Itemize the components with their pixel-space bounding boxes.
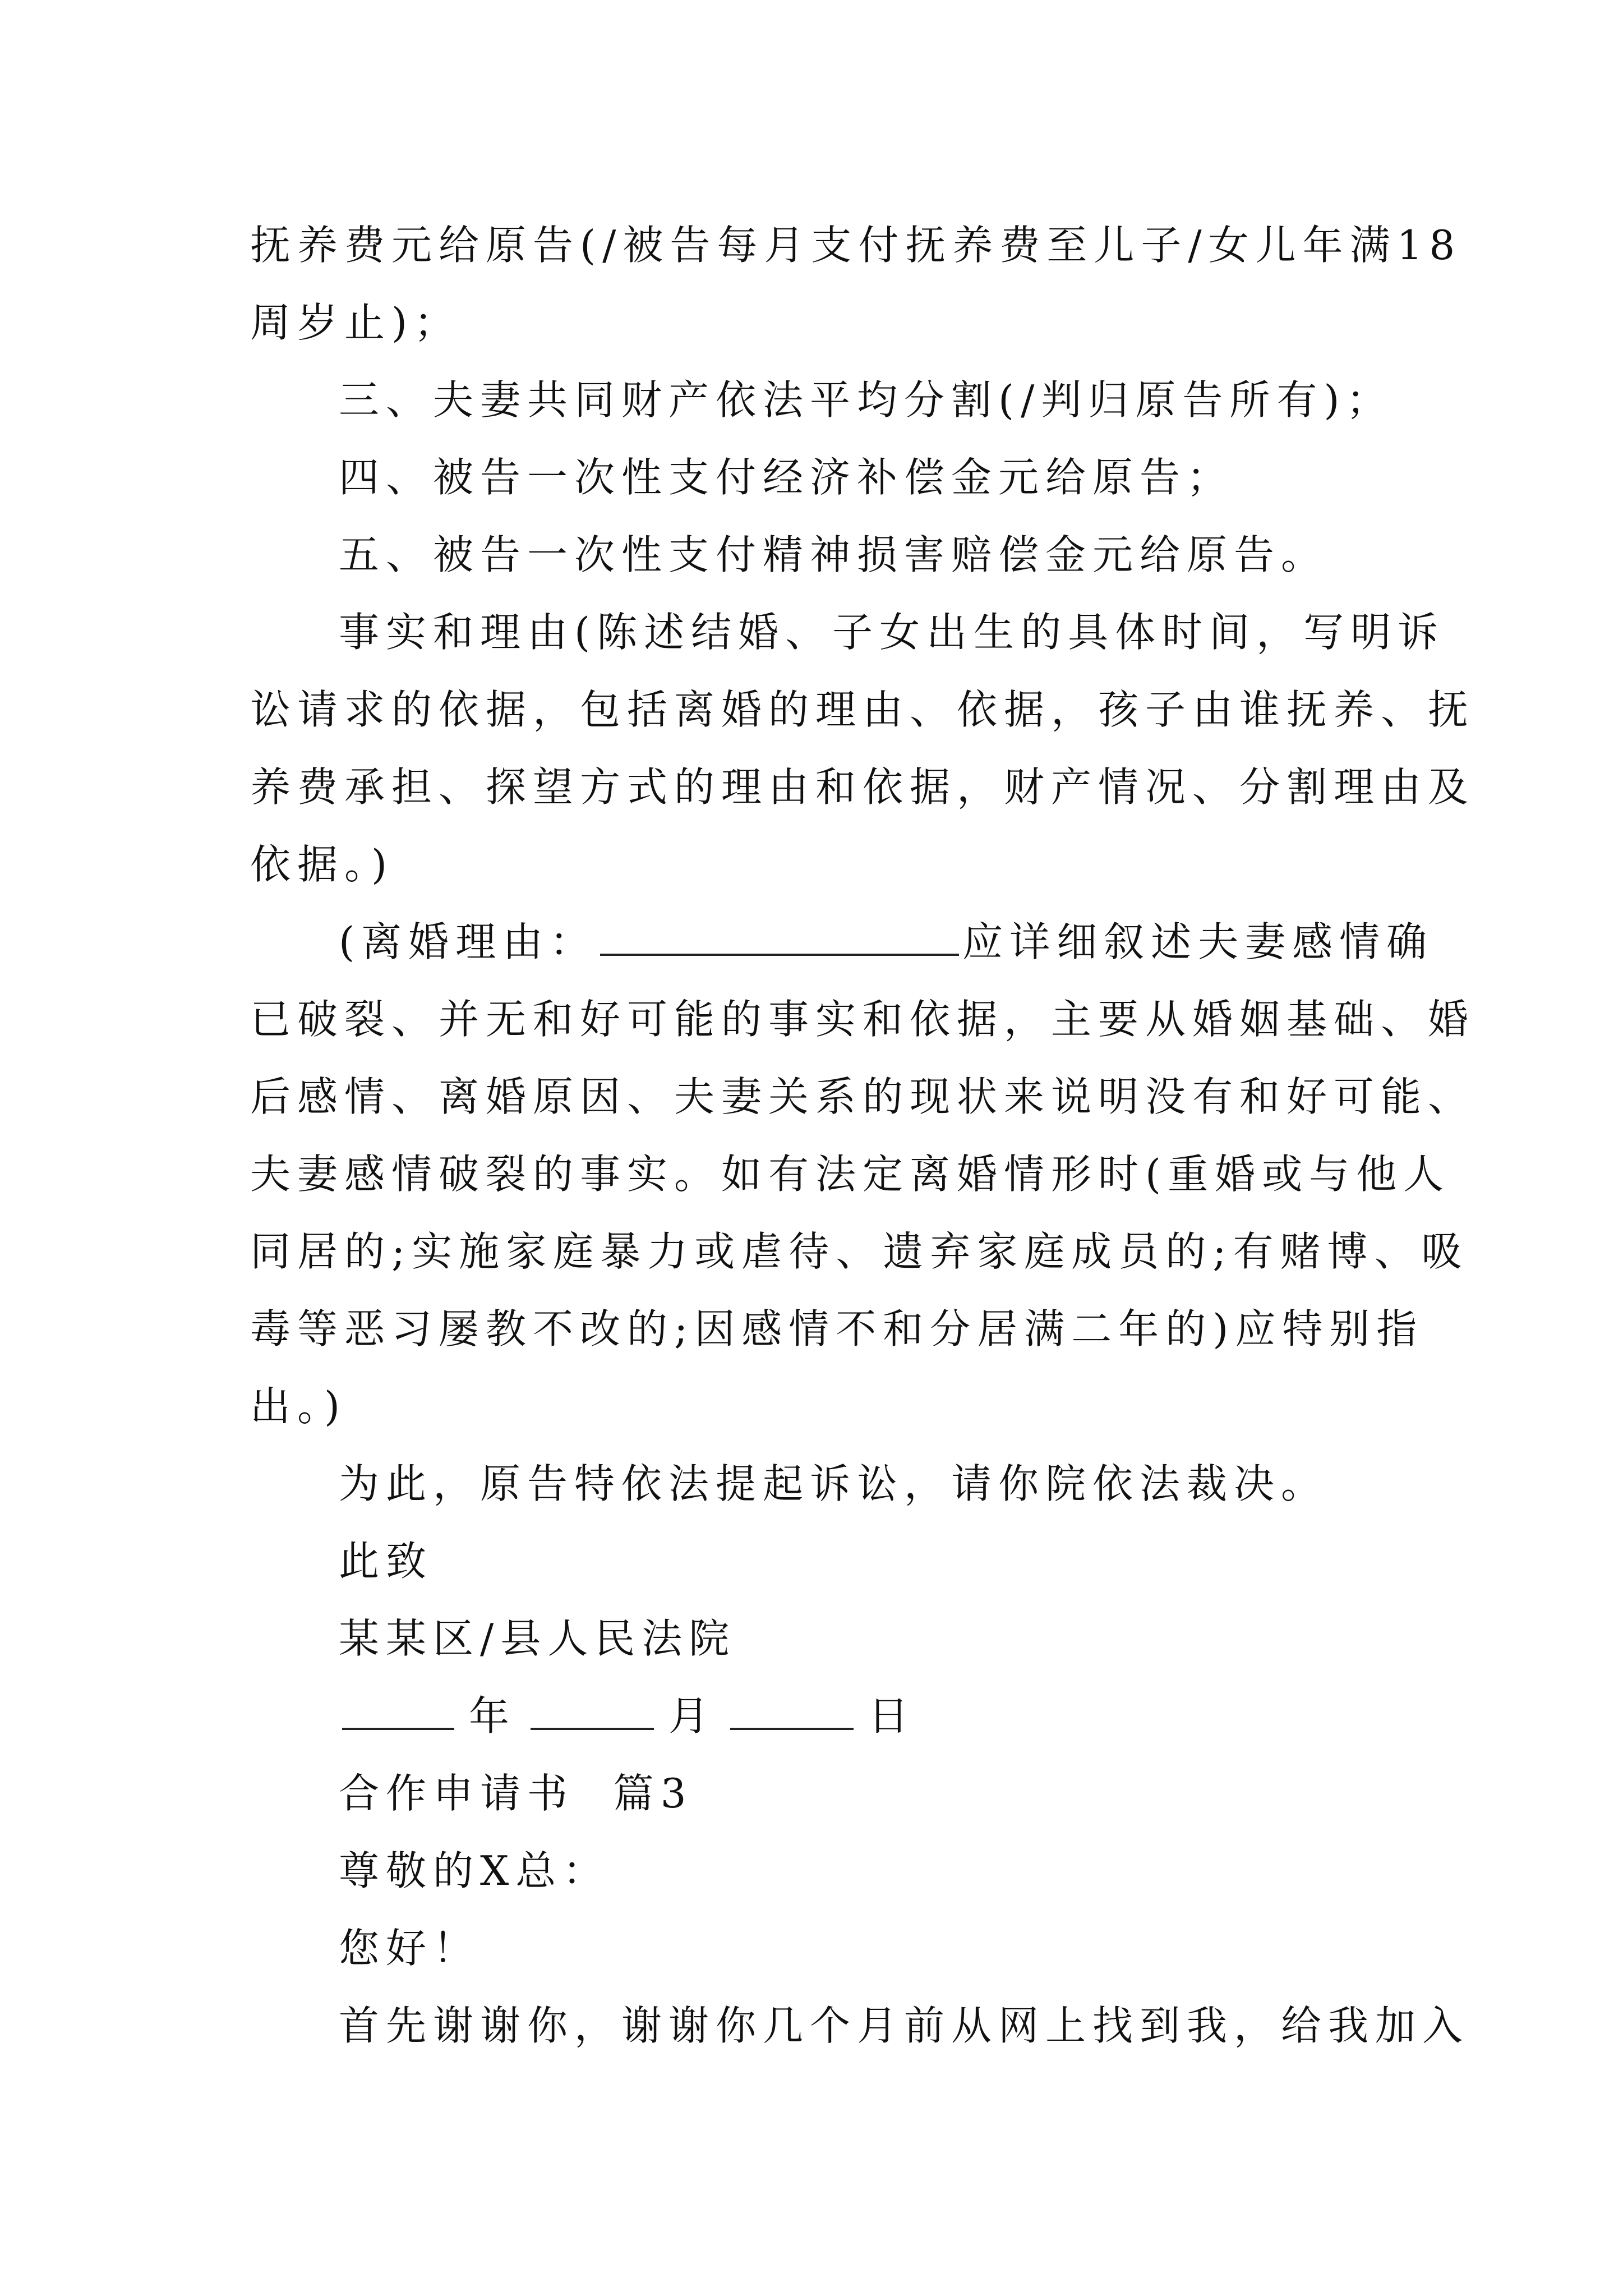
- facts-heading-line: 事实和理由(陈述结婚、子女出生的具体时间，写明诉: [339, 609, 1445, 656]
- paragraph-line: 夫妻感情破裂的事实。如有法定离婚情形时(重婚或与他人: [250, 1151, 1451, 1198]
- letter-hello: 您好！: [339, 1925, 481, 1972]
- date-line: [250, 1677, 1389, 1755]
- divorce-reason-blank: [600, 917, 959, 956]
- document-body: [250, 206, 1476, 2064]
- paragraph-line: 养费承担、探望方式的理由和依据，财产情况、分割理由及: [250, 763, 1476, 811]
- divorce-reason-line: [250, 903, 1434, 981]
- paragraph-line: 同居的;实施家庭暴力或虐待、遗弃家庭成员的;有赌博、吸: [250, 1228, 1469, 1275]
- day-label: 日: [868, 1692, 916, 1740]
- claim-item-5: 五、被告一次性支付精神损害赔偿金元给原告。: [339, 531, 1329, 578]
- section-title: 合作申请书 篇3: [339, 1770, 693, 1817]
- paragraph-line: 讼请求的依据，包括离婚的理由、依据，孩子由谁抚养、抚: [250, 686, 1476, 733]
- month-blank: [531, 1691, 654, 1730]
- court-name: 某某区/县人民法院: [339, 1615, 736, 1662]
- closing-statement: 为此，原告特依法提起诉讼，请你院依法裁决。: [339, 1460, 1329, 1507]
- paragraph-line: 后感情、离婚原因、夫妻关系的现状来说明没有和好可能、: [250, 1073, 1476, 1120]
- paragraph-line: 已破裂、并无和好可能的事实和依据，主要从婚姻基础、婚: [250, 996, 1476, 1043]
- day-blank: [730, 1691, 854, 1730]
- paragraph-line: 出。): [250, 1383, 347, 1430]
- month-label: 月: [668, 1692, 716, 1740]
- letter-greeting: 尊敬的X总：: [339, 1847, 610, 1894]
- claim-item-3: 三、夫妻共同财产依法平均分割(/判归原告所有)；: [339, 376, 1394, 424]
- claim-item-4: 四、被告一次性支付经济补偿金元给原告；: [339, 454, 1234, 501]
- salutation-line: 此致: [339, 1538, 434, 1585]
- divorce-reason-prefix: (离婚理由：: [339, 918, 597, 965]
- letter-body-line: 首先谢谢你，谢谢你几个月前从网上找到我，给我加入: [339, 2002, 1470, 2049]
- paragraph-line: 依据。): [250, 841, 394, 888]
- divorce-reason-suffix: 应详细叙述夫妻感情确: [962, 918, 1434, 965]
- paragraph-line: 抚养费元给原告(/被告每月支付抚养费至儿子/女儿年满18: [250, 222, 1462, 269]
- paragraph-line: 毒等恶习屡教不改的;因感情不和分居满二年的)应特别指: [250, 1305, 1424, 1352]
- year-blank: [342, 1691, 454, 1730]
- paragraph-line: 周岁止)；: [250, 299, 462, 346]
- year-label: 年: [469, 1692, 517, 1740]
